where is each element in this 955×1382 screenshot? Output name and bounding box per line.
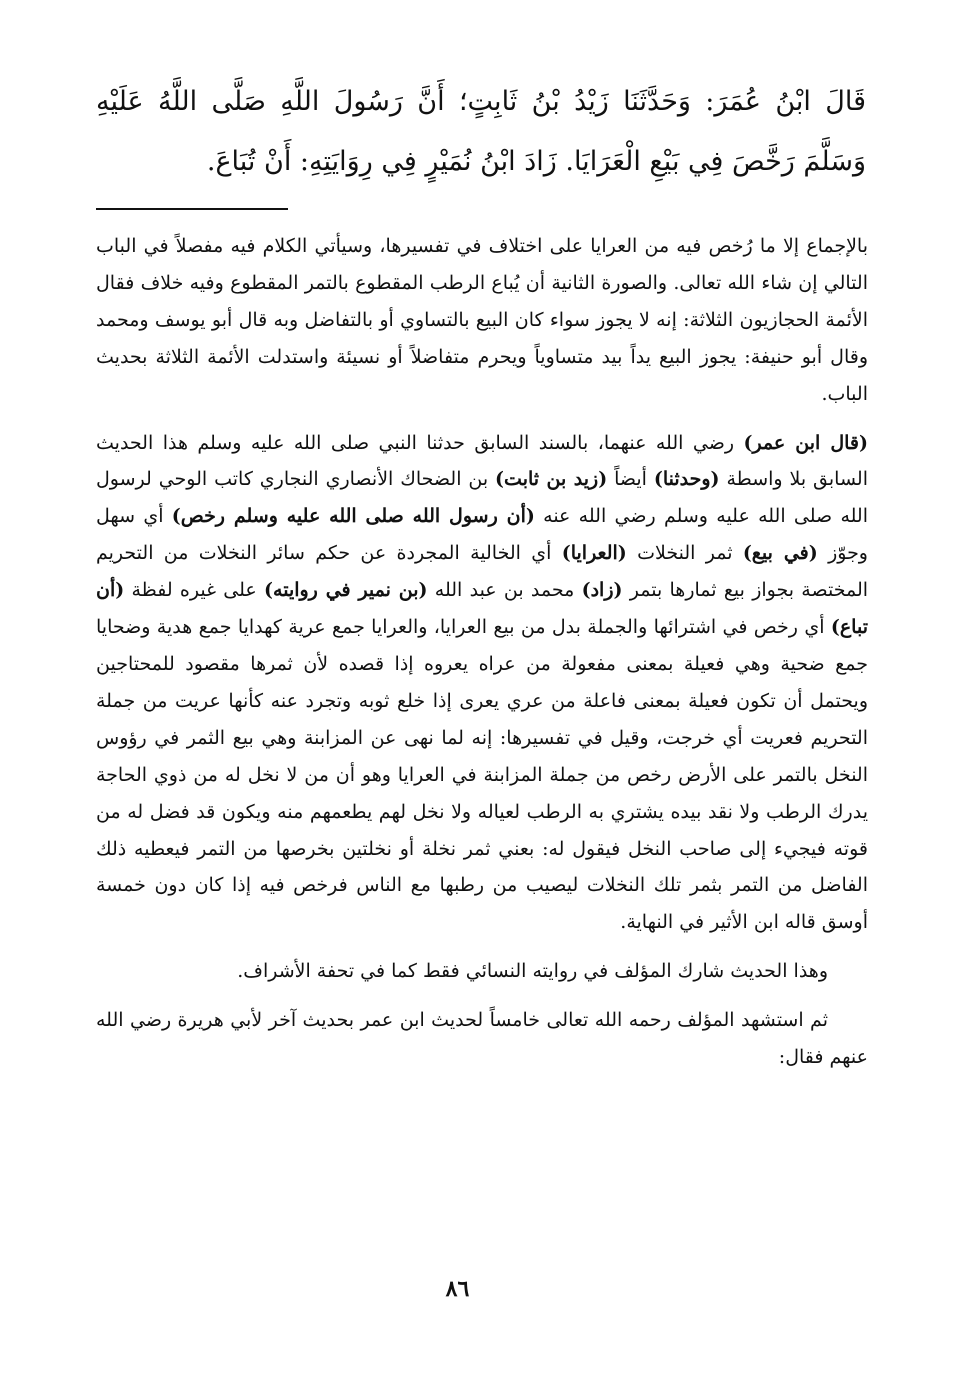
commentary-paragraph-2 [96, 425, 868, 942]
explanation-text-7: محمد بن عبد الله [427, 579, 582, 602]
quote-zada: (زاد) [581, 579, 623, 602]
commentary-paragraph-1: بالإجماع إلا ما رُخص فيه من العرايا على اختلاف في تفسيرها، وسيأتي الكلام فيه مفصلاً في الباب التالي إن شاء الله تعالى. والصورة الثانية أن يُباع الرطب المقطوع بالتمر المقطوع وفيه خلاف فقال الأئمة الحجازيون الثلاثة: إنه لا يجوز سواء كان البيع بالتساوي أو بالتفاضل وبه قال أبو يوسف ومحمد وقال أبو حنيفة: يجوز البيع يداً بيد متساوياً ويحرم متفاضلاً أو نسيئة واستدلت الأئمة الثلاثة بحديث الباب. [96, 235, 868, 405]
commentary-paragraph-4: ثم استشهد المؤلف رحمه الله تعالى خامساً لحديث ابن عمر بحديث آخر لأبي هريرة رضي الله عنهم فقال: [96, 1009, 868, 1069]
explanation-text-3: بن الضحاك الأنصاري النجاري كاتب الوحي لرسول الله صلى الله عليه وسلم رضي الله عنه [96, 468, 868, 528]
quote-an-tubaa: (أن تباع) [96, 579, 868, 639]
hadith-text-block [96, 72, 866, 192]
explanation-text-5: ثمر النخلات [626, 542, 743, 565]
footnote-separator-line [96, 208, 288, 210]
commentary-block [96, 228, 868, 1076]
explanation-text-2: أيضاً [607, 468, 654, 491]
explanation-text-9: أي رخص في اشترائها والجملة بدل من بيع العرايا، والعرايا جمع عرية كهدايا جمع هدية وضحايا جمع ضحية وهي فعيلة بمعنى مفعولة من عراه يعروه إذا قصده لأن ثمرها مقصود للمحتاجين ويحتمل أن تكون فعيلة بمعنى فاعلة من عري يعرى إذا خلع ثوبه وتجرد عنه كأنها عريت من جملة التحريم فعريت أي خرجت، وقيل في تفسيرها: إنه لما نهى عن المزابنة وهي بيع الثمر في رؤوس النخل بالتمر على الأرض رخص من جملة المزابنة في العرايا وهو أن من لا نخل له من ذوي الحاجة يدرك الرطب ولا نقد بيده يشتري به الرطب لعياله ولا نخل لهم يطعمهم منه ويكون قد فضل له من قوته فيجيء إلى صاحب النخل فيقول له: بعني ثمر نخلة أو نخلتين بخرصها من التمر فيعطيه ذلك الفاضل من التمر بثمر تلك النخلات ليصيب من رطبها مع الناس فرخص فيه إذا كان دون خمسة أوسق قاله ابن الأثير في النهاية. [96, 616, 868, 934]
quote-anna-rasul-allah: (أن رسول الله صلى الله عليه وسلم رخص) [171, 505, 535, 528]
commentary-paragraph-3: وهذا الحديث شارك المؤلف في روايته النسائي فقط كما في تحفة الأشراف. [237, 960, 828, 983]
explanation-text-4: أي سهل وجوّز [96, 505, 868, 565]
explanation-text-8: على غيره لفظة [124, 579, 265, 602]
quote-al-araya: (العرايا) [561, 542, 627, 565]
quote-ibn-numayr: (بن نمير في روايته) [264, 579, 428, 602]
hadith-text: قَالَ ابْنُ عُمَرَ: وَحَدَّثَنَا زَيْدُ بْنُ ثَابِتٍ؛ أَنَّ رَسُولَ اللَّهِ صَلَّى اللَّهُ عَلَيْهِ وَسَلَّمَ رَخَّصَ فِي بَيْعِ الْعَرَايَا. زَادَ ابْنُ نُمَيْرٍ فِي رِوَايَتِهِ: أَنْ تُبَاعَ. [96, 86, 866, 177]
quote-fi-bay: (في بيع) [742, 542, 818, 565]
explanation-text-1: رضي الله عنهما، بالسند السابق حدثنا النبي صلى الله عليه وسلم هذا الحديث السابق بلا واسطة [96, 431, 868, 491]
quote-ibn-umar: (قال ابن عمر) [743, 431, 868, 454]
page-number: ٨٦ [445, 1276, 470, 1302]
explanation-text-6: أي الخالية المجردة عن حكم سائر النخلات من التحريم المختصة بجواز بيع ثمارها بتمر [96, 542, 869, 602]
quote-wa-haddathana: (وحدثنا) [653, 468, 720, 491]
quote-zayd-ibn-thabit: (زيد بن ثابت) [495, 468, 608, 491]
